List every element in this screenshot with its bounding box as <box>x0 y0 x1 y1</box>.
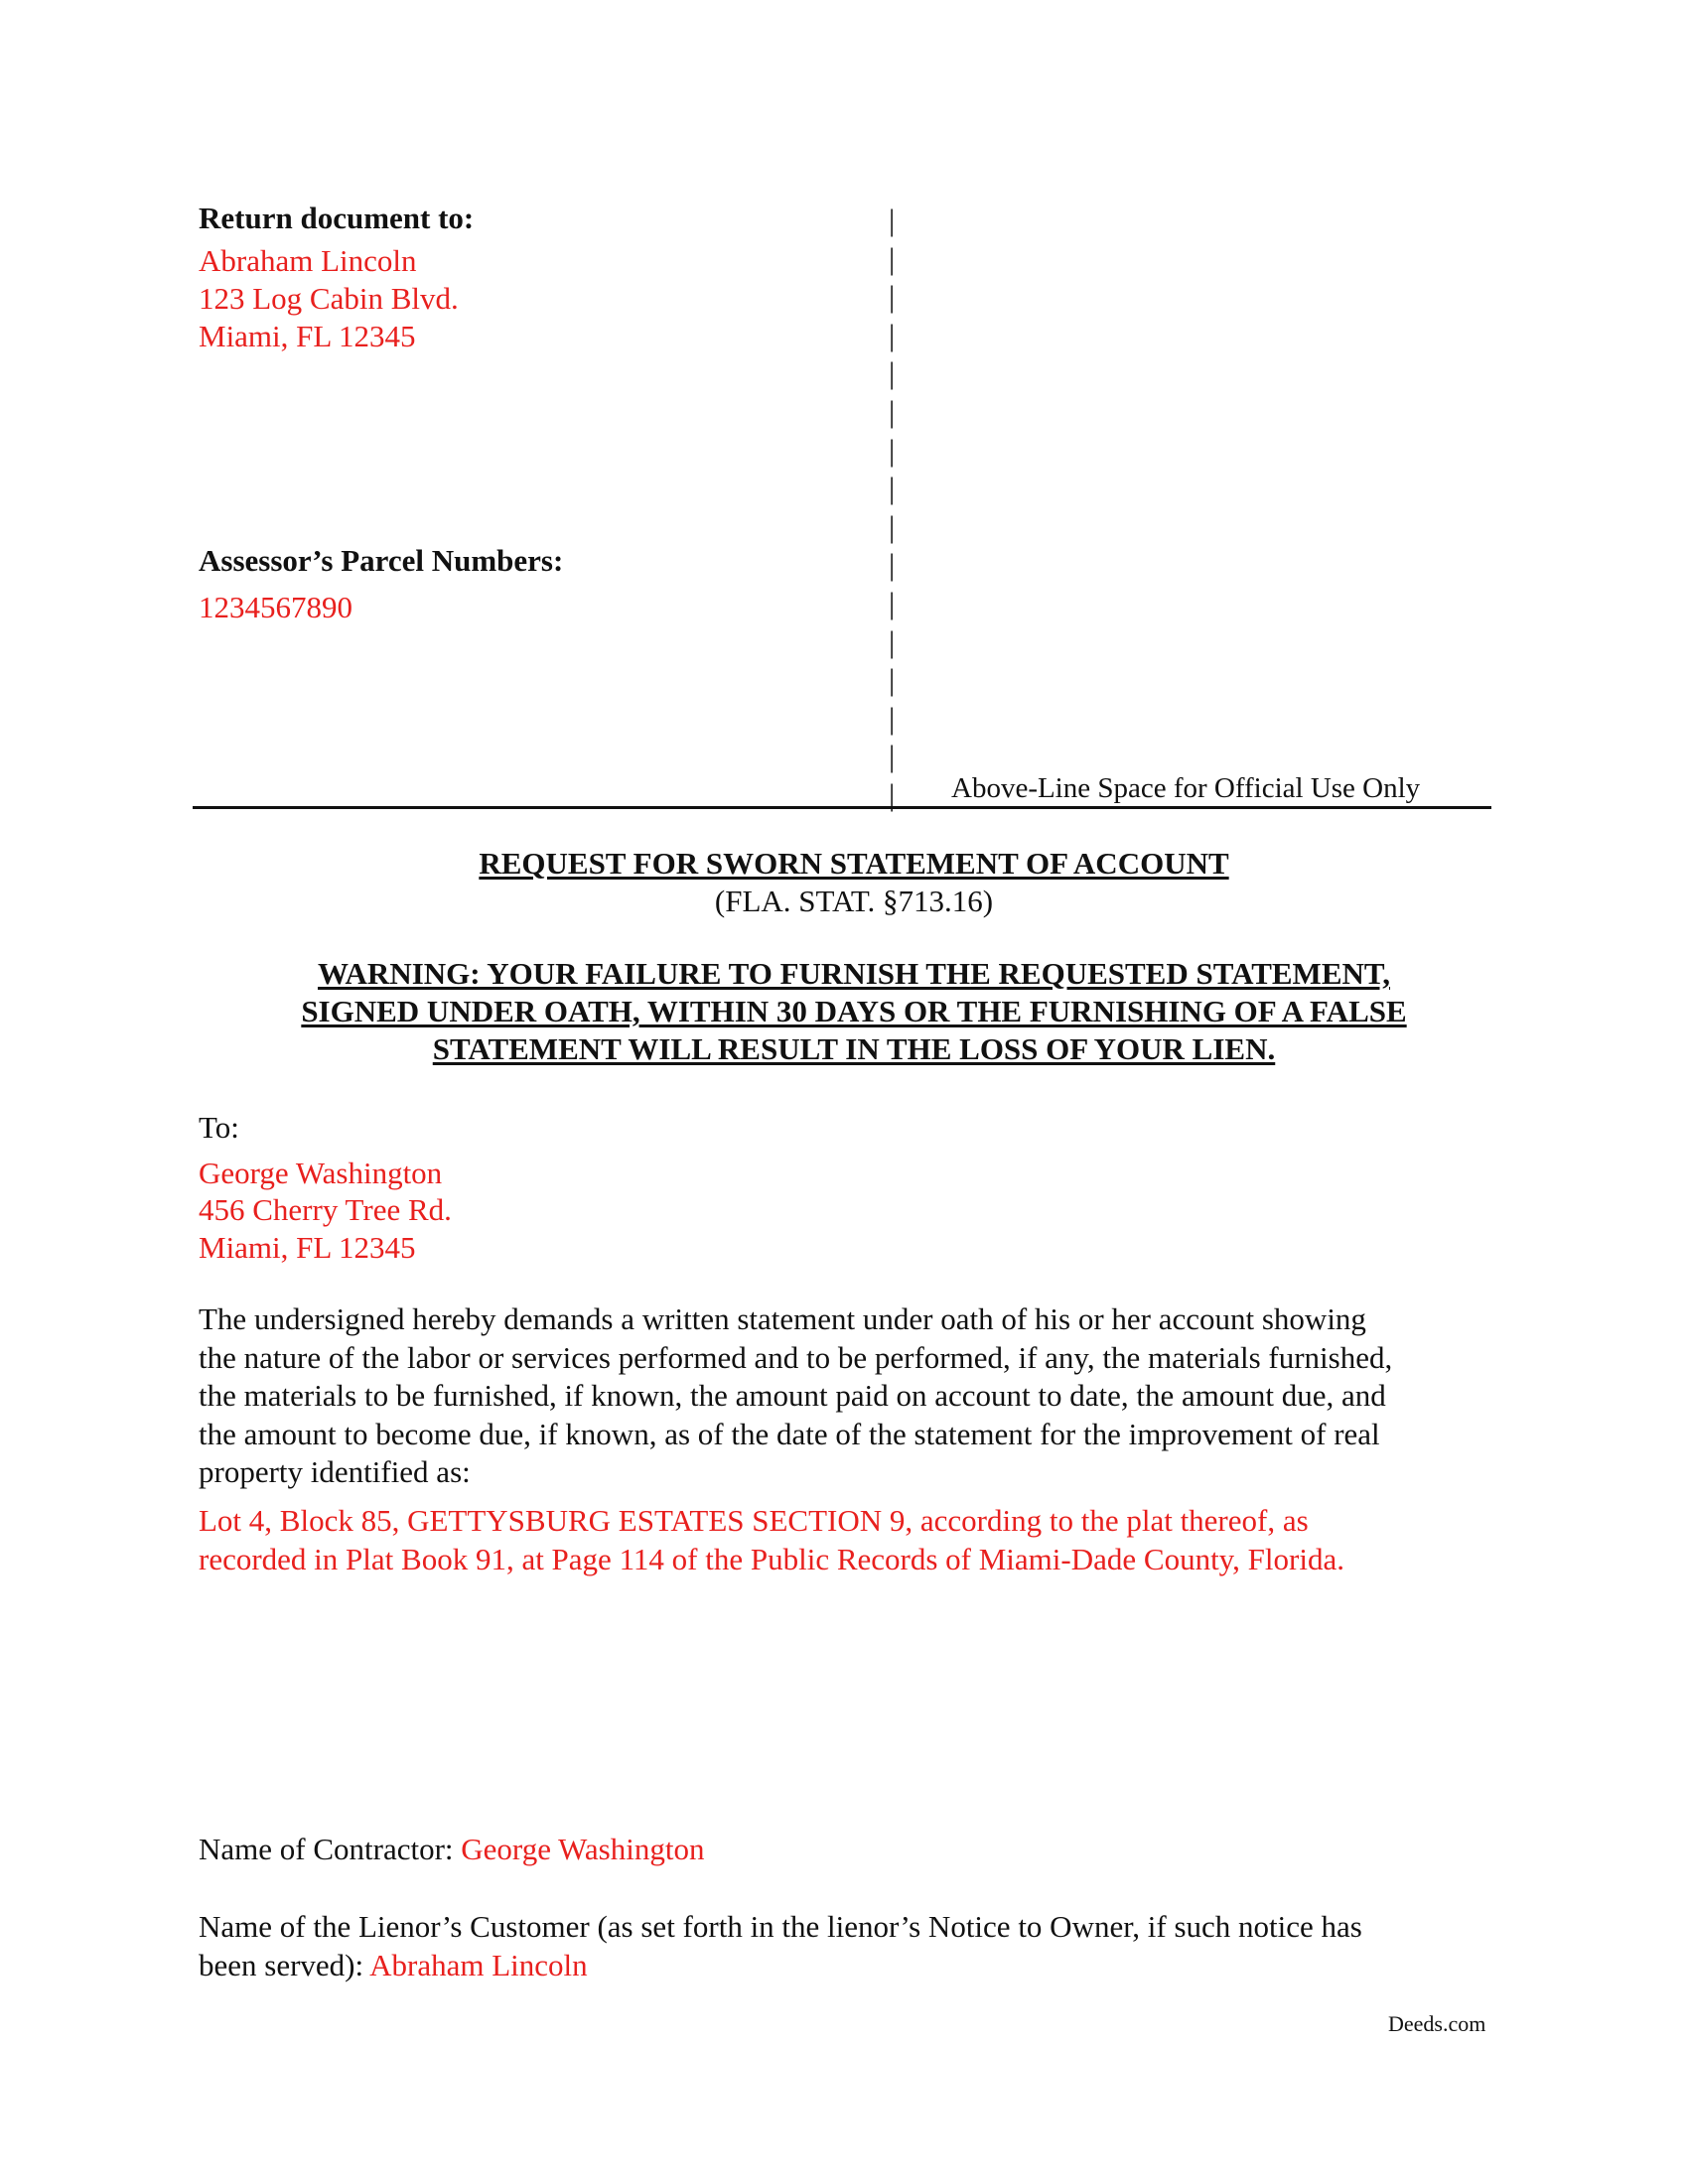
header-rule <box>193 806 1491 809</box>
divider-glyph: | <box>889 471 896 506</box>
customer-name: Abraham Lincoln <box>369 1947 588 1982</box>
customer-label-line2: been served): <box>199 1947 370 1982</box>
footer-brand: Deeds.com <box>1388 2011 1486 2036</box>
divider-glyph: | <box>889 279 896 315</box>
statute-reference: (FLA. STAT. §713.16) <box>714 884 994 918</box>
return-address-line1: 123 Log Cabin Blvd. <box>199 281 459 316</box>
demand-line: The undersigned hereby demands a written statement under oath of his or her account showing <box>199 1301 1366 1336</box>
recipient-address-line1: 456 Cherry Tree Rd. <box>199 1192 452 1227</box>
return-address-line2: Miami, FL 12345 <box>199 319 416 353</box>
demand-line: the materials to be furnished, if known, the amount paid on account to date, the amount due, and <box>199 1378 1386 1414</box>
warning-line3: STATEMENT WILL RESULT IN THE LOSS OF YOUR LIEN. <box>432 1031 1276 1066</box>
vertical-divider <box>889 202 895 815</box>
divider-glyph: | <box>889 393 896 429</box>
divider-glyph: | <box>889 776 896 812</box>
divider-glyph: | <box>889 508 896 544</box>
demand-line: the amount to become due, if known, as of the date of the statement for the improvement of real <box>199 1416 1380 1451</box>
divider-glyph: | <box>889 700 896 736</box>
legal-description-line: Lot 4, Block 85, GETTYSBURG ESTATES SECTION 9, according to the plat thereof, as <box>199 1503 1309 1538</box>
contractor-label: Name of Contractor: <box>199 1832 462 1866</box>
document-title <box>0 845 1688 883</box>
warning-line1: WARNING: YOUR FAILURE TO FURNISH THE REQUESTED STATEMENT, <box>317 956 1391 991</box>
recipient-name: George Washington <box>199 1156 443 1190</box>
divider-glyph: | <box>889 203 896 237</box>
legal-description <box>199 1502 1344 1578</box>
warning-line2: SIGNED UNDER OATH, WITHIN 30 DAYS OR THE FURNISHING OF A FALSE <box>301 994 1407 1028</box>
parcel-label: Assessor’s Parcel Numbers: <box>199 543 564 578</box>
customer-block <box>199 1908 1362 1984</box>
divider-glyph: | <box>889 739 896 774</box>
official-use-note: Above-Line Space for Official Use Only <box>951 772 1421 804</box>
customer-label-line1: Name of the Lienor’s Customer (as set forth in the lienor’s Notice to Owner, if such notice has <box>199 1909 1362 1944</box>
return-name: Abraham Lincoln <box>199 243 417 278</box>
divider-glyph: | <box>889 547 896 583</box>
legal-description-line: recorded in Plat Book 91, at Page 114 of the Public Records of Miami-Dade County, Florida. <box>199 1541 1344 1576</box>
demand-paragraph <box>199 1300 1392 1492</box>
parcel-number: 1234567890 <box>199 590 352 624</box>
recipient-label: To: <box>199 1110 239 1145</box>
divider-glyph: | <box>889 240 896 276</box>
divider-glyph: | <box>889 355 896 391</box>
divider-glyph: | <box>889 662 896 698</box>
document-title-text: REQUEST FOR SWORN STATEMENT OF ACCOUNT <box>479 846 1229 881</box>
divider-glyph: | <box>889 623 896 659</box>
contractor-name: George Washington <box>461 1832 705 1866</box>
contractor-line <box>199 1831 704 1868</box>
demand-line: the nature of the labor or services performed and to be performed, if any, the materials furnished, <box>199 1339 1393 1375</box>
return-label: Return document to: <box>199 201 475 235</box>
divider-glyph: | <box>889 585 896 620</box>
divider-glyph: | <box>889 432 896 468</box>
divider-glyph: | <box>889 317 896 352</box>
recipient-address-line2: Miami, FL 12345 <box>199 1230 416 1265</box>
demand-line: property identified as: <box>199 1454 471 1490</box>
